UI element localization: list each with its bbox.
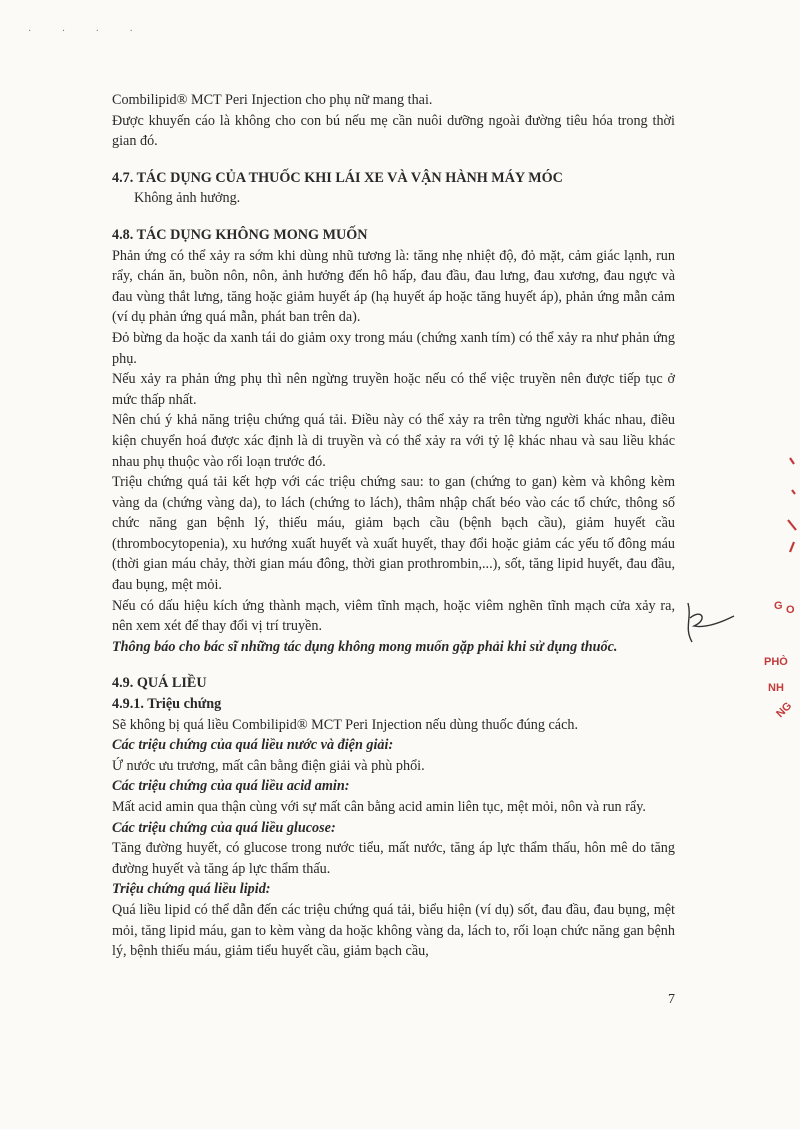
section-4-8-paragraph: Nếu xảy ra phản ứng phụ thì nên ngừng truyền hoặc nếu có thể việc truyền nên được tiếp tục ở mức thấp nhất. bbox=[112, 371, 675, 408]
scan-specks: · · · · bbox=[28, 26, 147, 37]
glucose-overdose-body: Tăng đường huyết, có glucose trong nước tiểu, mất nước, tăng áp lực thẩm thấu, hôn mê do tăng đường huyết và tăng áp lực thẩm thấu. bbox=[112, 840, 675, 877]
section-4-7-body: Không ảnh hưởng. bbox=[134, 190, 241, 207]
page-number: 7 bbox=[668, 992, 675, 1007]
lipid-overdose-title: Triệu chứng quá liều lipid: bbox=[112, 881, 271, 898]
stamp-letter: O bbox=[786, 604, 795, 616]
stamp-word: PHÒ bbox=[764, 656, 788, 668]
stamp-word: NG bbox=[774, 699, 795, 721]
section-4-9-intro: Sẽ không bị quá liều Combilipid® MCT Peri Injection nếu dùng thuốc đúng cách. bbox=[112, 716, 579, 733]
section-4-8-paragraph: Đỏ bừng da hoặc da xanh tái do giảm oxy trong máu (chứng xanh tím) có thể xảy ra như phản ứng phụ. bbox=[112, 329, 675, 367]
stamp-word: NH bbox=[768, 682, 784, 694]
page-content bbox=[112, 90, 675, 962]
glucose-overdose-title: Các triệu chứng của quá liều glucose: bbox=[112, 819, 336, 836]
section-4-8-heading: 4.8. TÁC DỤNG KHÔNG MONG MUỐN bbox=[112, 226, 368, 243]
section-4-8-paragraph: Nên chú ý khả năng triệu chứng quá tải. Điều này có thể xảy ra trên từng người khác nhau, điều kiện chuyển hoá được xác định là di truyền và có thể xảy ra với tỷ lệ khác nhau và sau liều khác nhau phụ thuộc vào rối loạn trước đó. bbox=[112, 412, 675, 470]
section-4-8-paragraph: Triệu chứng quá tải kết hợp với các triệu chứng sau: to gan (chứng to gan) kèm và không kèm vàng da (chứng vàng da), to lách (chứng to lách), thâm nhập chất béo vào các tổ chức, thông số chức năng gan bệnh lý, thiếu máu, giảm bạch cầu (bệnh bạch cầu), giảm huyết cầu (thrombocytopenia), xu hướng xuất huyết và xuất huyết, thay đổi hoặc giảm các yếu tố đông máu (thời gian máu chảy, thời gian máu đông, thời gian prothrombin,...), sốt, tăng lipid huyết, đau đầu, đau bụng, mệt mỏi. bbox=[112, 474, 675, 594]
lipid-overdose-body: Quá liều lipid có thể dẫn đến các triệu chứng quá tải, biểu hiện (ví dụ) sốt, đau đầu, đau bụng, mệt mỏi, tăng lipid máu, gan to kèm vàng da hoặc không vàng da, lách to, rối loạn chức năng gan bệnh lý, bệnh thiếu máu, giảm tiểu huyết cầu, giảm bạch cầu, bbox=[112, 901, 675, 960]
section-4-8-paragraph: Nếu có dấu hiệu kích ứng thành mạch, viêm tĩnh mạch, hoặc viêm nghẽn tĩnh mạch cửa xảy ra, nên xem xét để thay đổi vị trí truyền. bbox=[112, 597, 675, 635]
intro-line-1: Combilipid® MCT Peri Injection cho phụ nữ mang thai. bbox=[112, 92, 433, 108]
section-4-7-heading: 4.7. TÁC DỤNG CỦA THUỐC KHI LÁI XE VÀ VẬN HÀNH MÁY MÓC bbox=[112, 169, 563, 186]
section-4-8-paragraph: Phản ứng có thể xảy ra sớm khi dùng nhũ tương là: tăng nhẹ nhiệt độ, đỏ mặt, cảm giác lạnh, run rẩy, chán ăn, buồn nôn, nôn, ảnh hưởng đến hô hấp, đau đầu, đau lưng, đau xương, đau ngực và đau vùng thắt lưng, tăng hoặc giảm huyết áp (hạ huyết áp hoặc tăng huyết áp), phản ứng mẫn cảm (ví dụ phản ứng quá mẫn, phát ban trên da). bbox=[112, 247, 675, 326]
section-4-9-heading: 4.9. QUÁ LIỀU bbox=[112, 675, 207, 692]
signature-mark bbox=[678, 598, 738, 648]
water-overdose-title: Các triệu chứng của quá liều nước và điện giải: bbox=[112, 737, 394, 754]
water-overdose-body: Ứ nước ưu trương, mất cân bằng điện giải và phù phổi. bbox=[112, 757, 425, 774]
amino-overdose-body: Mất acid amin qua thận cùng với sự mất cân bằng acid amin liên tục, mệt mỏi, nôn và run rẩy. bbox=[112, 799, 646, 815]
section-4-8-warning: Thông báo cho bác sĩ những tác dụng không mong muốn gặp phải khi sử dụng thuốc. bbox=[112, 638, 618, 655]
intro-line-2: Được khuyến cáo là không cho con bú nếu mẹ cần nuôi dưỡng ngoài đường tiêu hóa trong thời gian đó. bbox=[112, 112, 675, 150]
red-stamp bbox=[752, 600, 800, 730]
red-stamp-edge-marks bbox=[772, 450, 800, 570]
amino-overdose-title: Các triệu chứng của quá liều acid amin: bbox=[112, 778, 350, 795]
stamp-letter: G bbox=[774, 600, 783, 612]
section-4-9-1-subheading: 4.9.1. Triệu chứng bbox=[112, 696, 222, 713]
